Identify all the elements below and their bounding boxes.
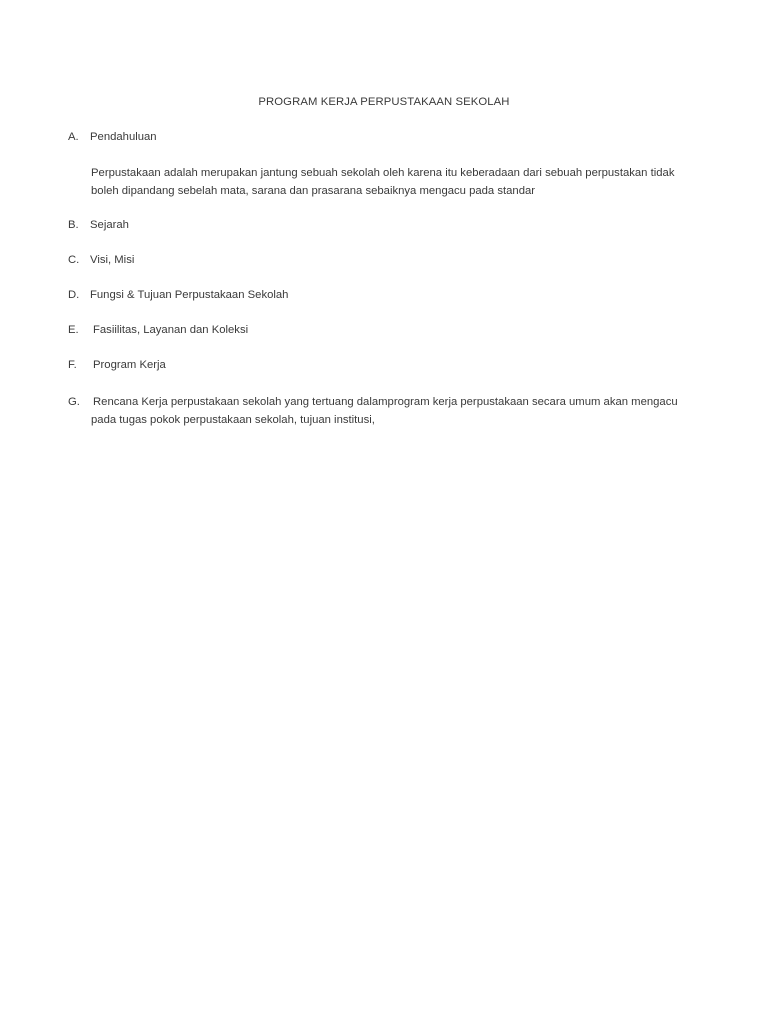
section-f [68,359,166,371]
section-heading: Fasiilitas, Layanan dan Koleksi [93,324,249,336]
section-g-continuation: pada tugas pokok perpustakaan sekolah, tujuan institusi, [91,414,375,426]
section-letter: G. [68,396,80,408]
paragraph-line: boleh dipandang sebelah mata, sarana dan prasarana sebaiknya mengacu pada standar [91,185,536,197]
paragraph-line: Perpustakaan adalah merupakan jantung sebuah sekolah oleh karena itu keberadaan dari sebuah perpustakan tidak [91,167,675,179]
section-d [68,289,288,301]
section-letter: D. [68,289,80,301]
section-heading: Program Kerja [93,359,166,371]
intro-paragraph [91,164,701,200]
section-letter: A. [68,131,79,143]
section-heading: Rencana Kerja perpustakaan sekolah yang tertuang dalamprogram kerja perpustakaan secara umum akan mengacu [93,396,678,408]
section-heading: Sejarah [90,219,129,231]
document-title: PROGRAM KERJA PERPUSTAKAAN SEKOLAH [258,96,510,108]
section-g [68,393,708,429]
section-letter: F. [68,359,77,371]
section-heading: Pendahuluan [90,131,157,143]
section-letter: E. [68,324,79,336]
section-b [68,219,129,231]
section-g-first-line [68,393,708,411]
section-c [68,254,134,266]
section-letter: C. [68,254,80,266]
section-heading: Visi, Misi [90,254,135,266]
section-a [68,131,157,143]
section-e [68,324,248,336]
section-letter: B. [68,219,79,231]
section-heading: Fungsi & Tujuan Perpustakaan Sekolah [90,289,289,301]
